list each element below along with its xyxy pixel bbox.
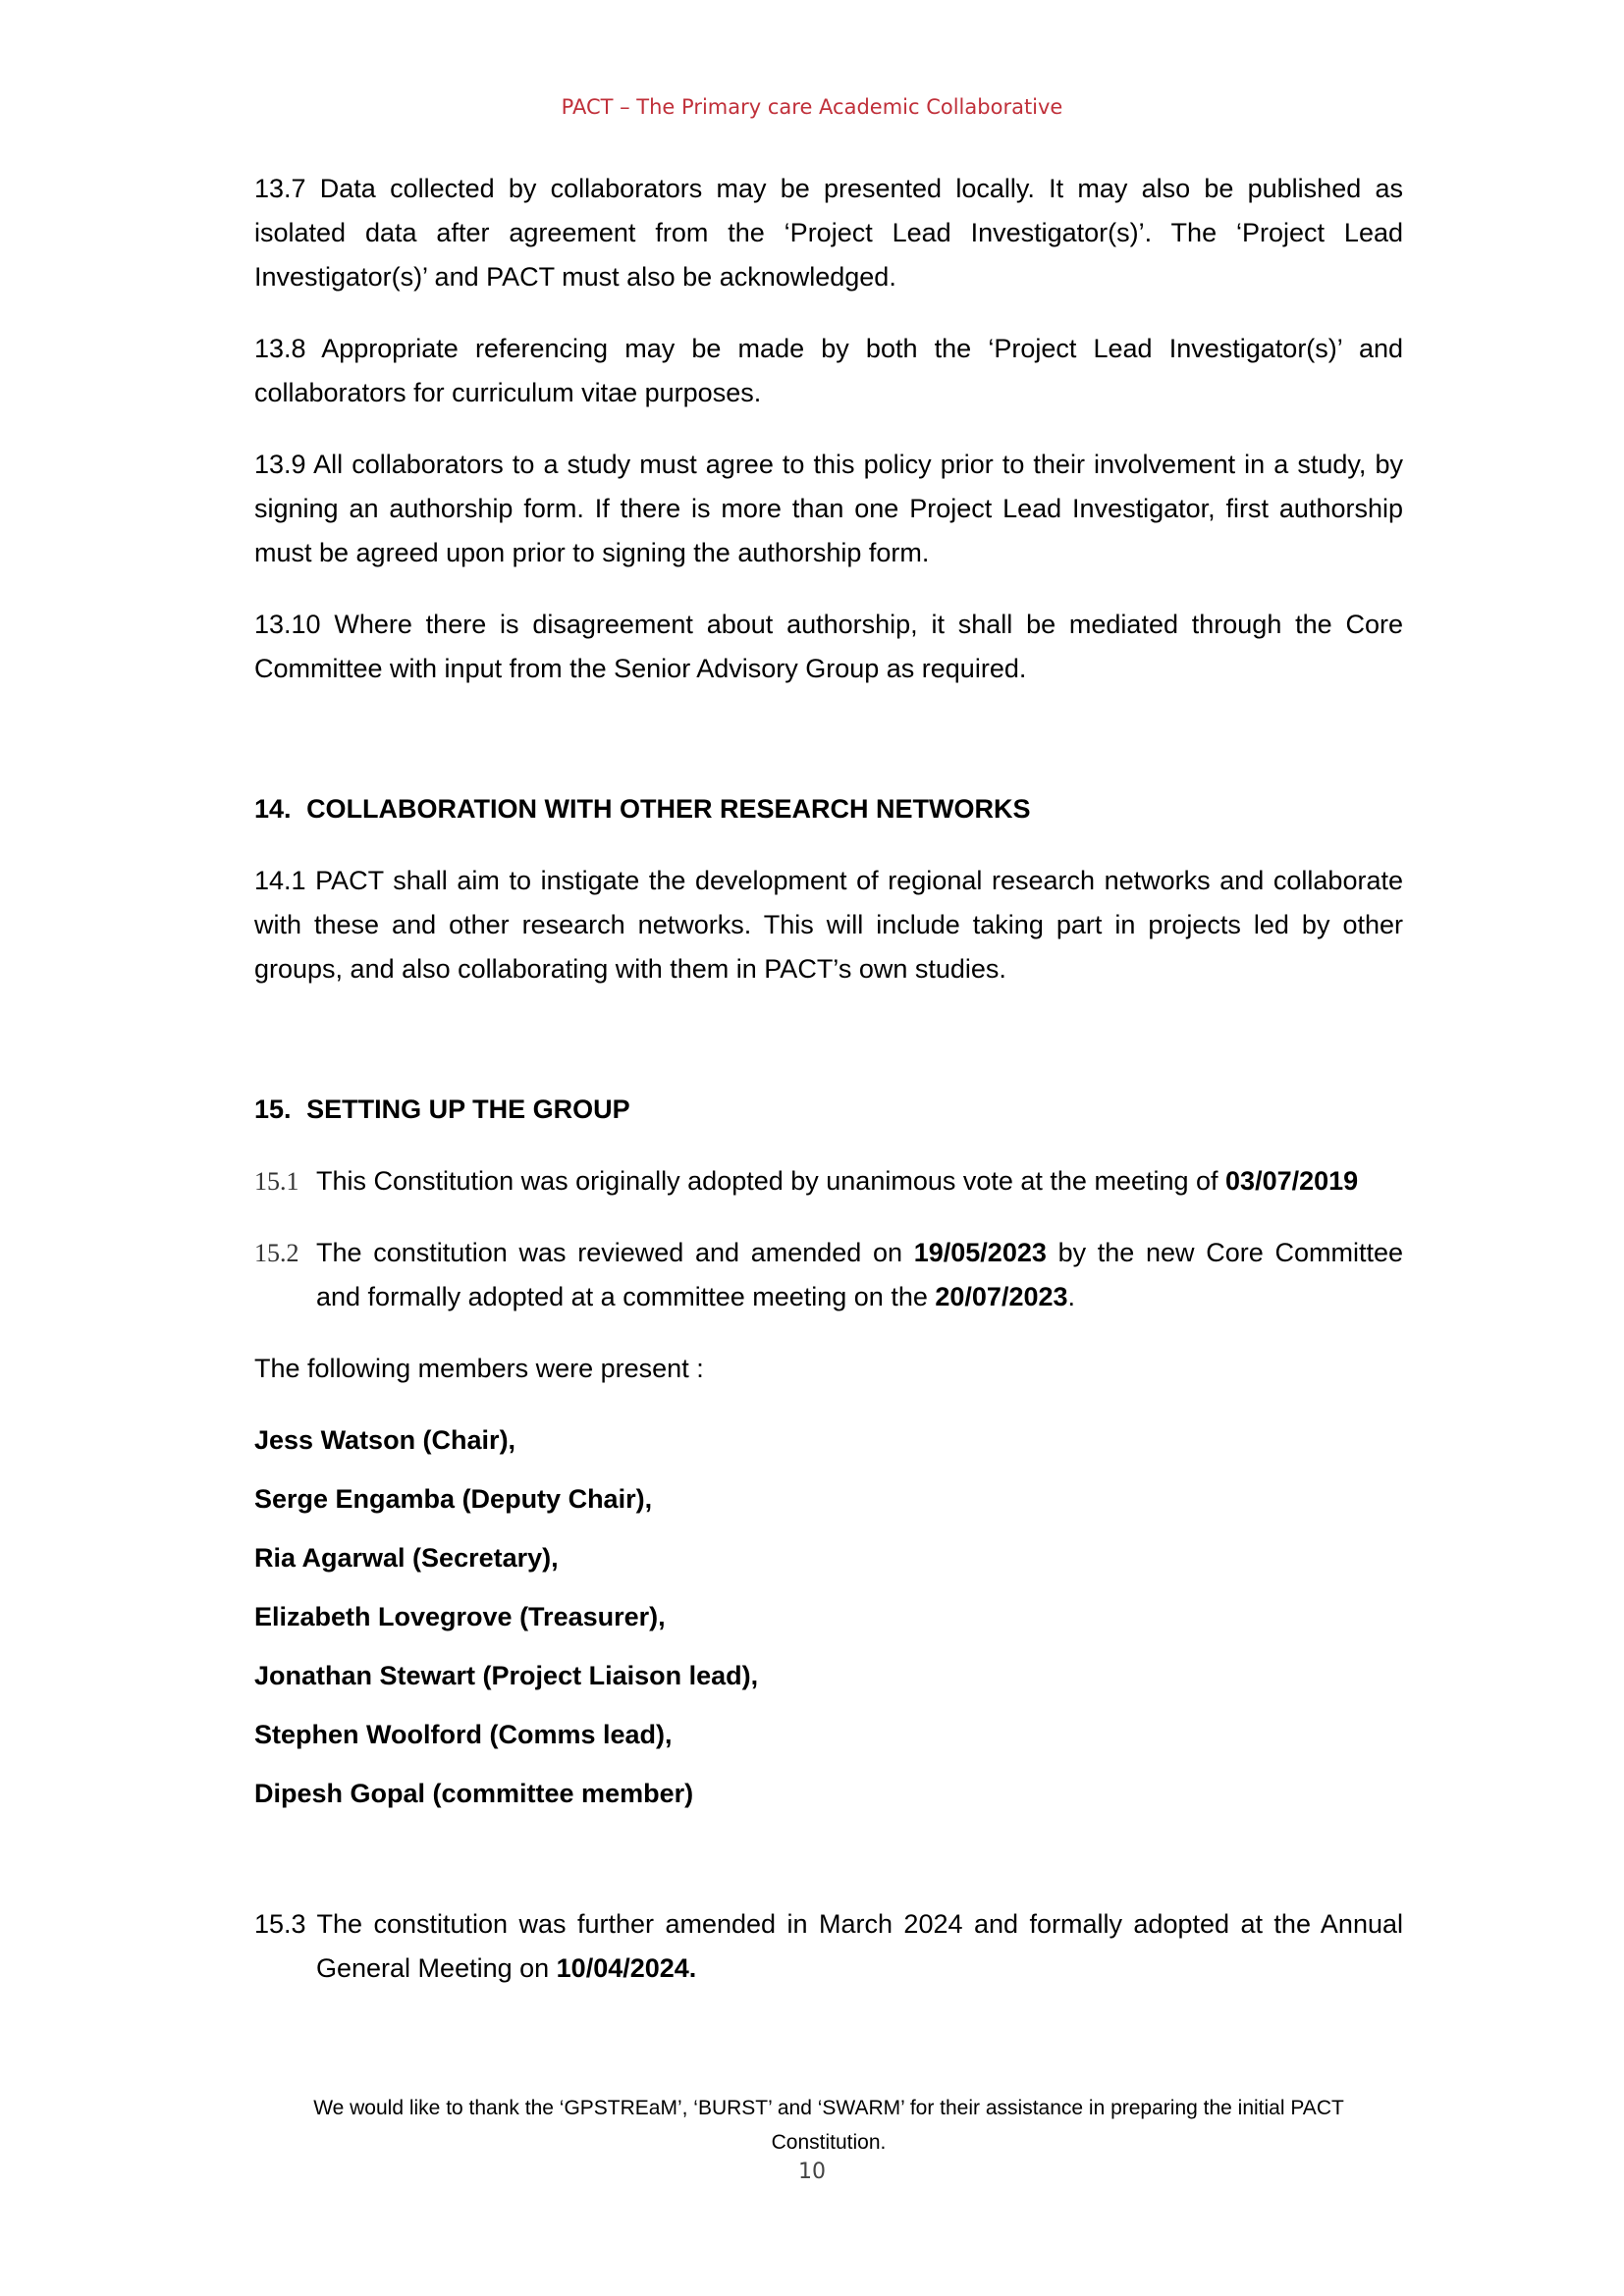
list-text: 15.3 The constitution was further amended in March 2024 and formally adopted at the Annual General Meeting on: [254, 1909, 1403, 1983]
section-14-number: 14.: [254, 794, 292, 824]
member-item: Dipesh Gopal (committee member): [254, 1779, 694, 1808]
list-number: 15.2: [254, 1239, 299, 1267]
list-text: .: [1067, 1282, 1076, 1311]
member-item: Jess Watson (Chair),: [254, 1425, 516, 1455]
list-item-15-2: [254, 1231, 1403, 1319]
list-text: The constitution was reviewed and amended on: [316, 1238, 914, 1267]
section-14-heading: [254, 787, 1403, 831]
member-item: Ria Agarwal (Secretary),: [254, 1543, 559, 1573]
section-14-title: COLLABORATION WITH OTHER RESEARCH NETWORKS: [306, 794, 1031, 824]
agm-date: 10/04/2024.: [556, 1953, 697, 1983]
paragraph-15-3: [254, 1902, 1403, 1991]
list-number: 15.1: [254, 1167, 299, 1196]
paragraph-13-10: 13.10 Where there is disagreement about authorship, it shall be mediated through the Core Committee with input from the Senior Advisory Group as required.: [254, 610, 1403, 683]
adoption-date: 03/07/2019: [1225, 1166, 1359, 1196]
adopted-date: 20/07/2023: [935, 1282, 1068, 1311]
section-15-number: 15.: [254, 1095, 292, 1124]
list-text: This Constitution was originally adopted by unanimous vote at the meeting of: [316, 1166, 1226, 1196]
member-item: Stephen Woolford (Comms lead),: [254, 1720, 673, 1749]
list-item-15-1: [254, 1159, 1403, 1203]
page-number: 10: [798, 2160, 826, 2184]
paragraph-13-8: 13.8 Appropriate referencing may be made by both the ‘Project Lead Investigator(s)’ and collaborators for curriculum vitae purposes.: [254, 334, 1403, 407]
section-15-title: SETTING UP THE GROUP: [306, 1095, 630, 1124]
list-text: by the new Core Committee and formally adopted at a committee meeting on the: [316, 1238, 1403, 1311]
document-body: [254, 167, 1403, 1991]
section-15-heading: [254, 1088, 1403, 1132]
page-header: PACT – The Primary care Academic Collaborative: [561, 95, 1063, 119]
review-date: 19/05/2023: [913, 1238, 1047, 1267]
paragraph-13-9: 13.9 All collaborators to a study must agree to this policy prior to their involvement in a study, by signing an authorship form. If there is more than one Project Lead Investigator, first authorship must be agreed upon prior to signing the authorship form.: [254, 450, 1403, 567]
member-item: Jonathan Stewart (Project Liaison lead),: [254, 1661, 759, 1690]
paragraph-14-1: 14.1 PACT shall aim to instigate the development of regional research networks and collaborate with these and other research networks. This will include taking part in projects led by other groups, and also collaborating with them in PACT’s own studies.: [254, 866, 1403, 984]
paragraph-13-7: 13.7 Data collected by collaborators may be presented locally. It may also be published as isolated data after agreement from the ‘Project Lead Investigator(s)’. The ‘Project Lead Investigator(s)’ and PACT must also be acknowledged.: [254, 174, 1403, 292]
member-item: Serge Engamba (Deputy Chair),: [254, 1484, 653, 1514]
members-intro: The following members were present :: [254, 1354, 704, 1383]
member-item: Elizabeth Lovegrove (Treasurer),: [254, 1602, 666, 1631]
footer-acknowledgement: We would like to thank the ‘GPSTREaM’, ‘BURST’ and ‘SWARM’ for their assistance in preparing the initial PACT Constitution.: [313, 2097, 1344, 2154]
